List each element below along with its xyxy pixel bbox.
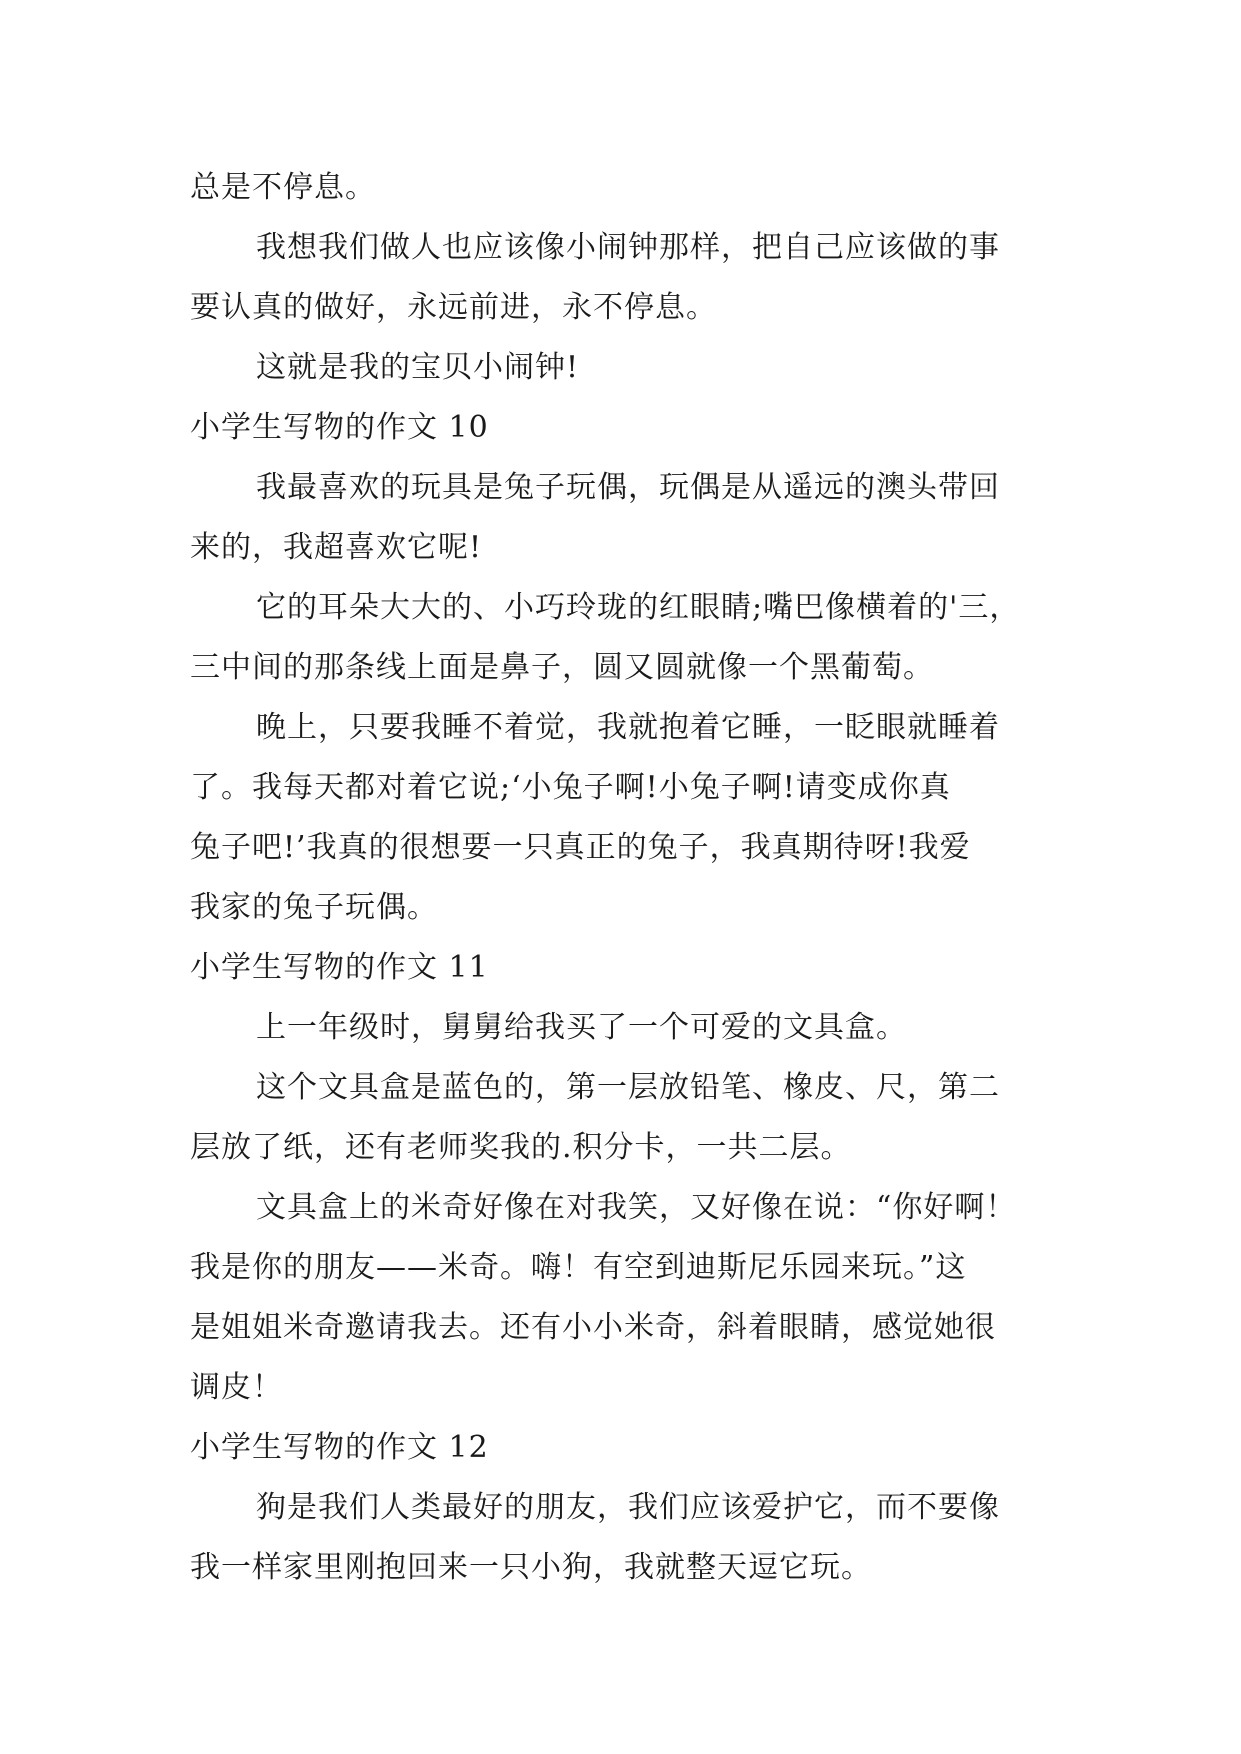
paragraph-line: 狗是我们人类最好的朋友，我们应该爱护它，而不要像: [256, 1490, 1000, 1525]
section-heading-10: 小学生写物的作文 10: [190, 410, 489, 445]
paragraph-line: 兔子吧!’我真的很想要一只真正的兔子，我真期待呀!我爱: [190, 830, 971, 865]
paragraph-line: 这就是我的宝贝小闹钟!: [256, 350, 580, 385]
paragraph-line: 我是你的朋友——米奇。嗨！有空到迪斯尼乐园来玩。”这: [190, 1250, 967, 1285]
paragraph-line: 上一年级时，舅舅给我买了一个可爱的文具盒。: [256, 1010, 907, 1045]
document-body: [190, 158, 1050, 1598]
paragraph-line: 了。我每天都对着它说;‘小兔子啊!小兔子啊!请变成你真: [190, 770, 951, 805]
paragraph-line: 我想我们做人也应该像小闹钟那样，把自己应该做的事: [256, 230, 1000, 265]
paragraph-line: 文具盒上的米奇好像在对我笑，又好像在说：“你好啊！: [256, 1190, 1017, 1225]
paragraph-line: 我一样家里刚抱回来一只小狗，我就整天逗它玩。: [190, 1550, 872, 1585]
paragraph-line: 是姐姐米奇邀请我去。还有小小米奇，斜着眼睛，感觉她很: [190, 1310, 996, 1345]
paragraph-line: 调皮！: [190, 1370, 283, 1405]
paragraph-line: 这个文具盒是蓝色的，第一层放铅笔、橡皮、尺，第二: [256, 1070, 1000, 1105]
paragraph-line: 三中间的那条线上面是鼻子，圆又圆就像一个黑葡萄。: [190, 650, 934, 685]
section-heading-11: 小学生写物的作文 11: [190, 950, 489, 985]
paragraph-line: 我最喜欢的玩具是兔子玩偶，玩偶是从遥远的澳头带回: [256, 470, 1000, 505]
paragraph-line: 它的耳朵大大的、小巧玲珑的红眼睛;嘴巴像横着的'三，: [256, 590, 1021, 625]
section-heading-12: 小学生写物的作文 12: [190, 1430, 489, 1465]
paragraph-line: 来的，我超喜欢它呢!: [190, 530, 483, 565]
paragraph-line: 晚上，只要我睡不着觉，我就抱着它睡，一眨眼就睡着: [256, 710, 1000, 745]
paragraph-line: 总是不停息。: [190, 170, 376, 205]
paragraph-line: 要认真的做好，永远前进，永不停息。: [190, 290, 717, 325]
paragraph-line: 我家的兔子玩偶。: [190, 890, 438, 925]
paragraph-line: 层放了纸，还有老师奖我的.积分卡，一共二层。: [190, 1130, 852, 1165]
